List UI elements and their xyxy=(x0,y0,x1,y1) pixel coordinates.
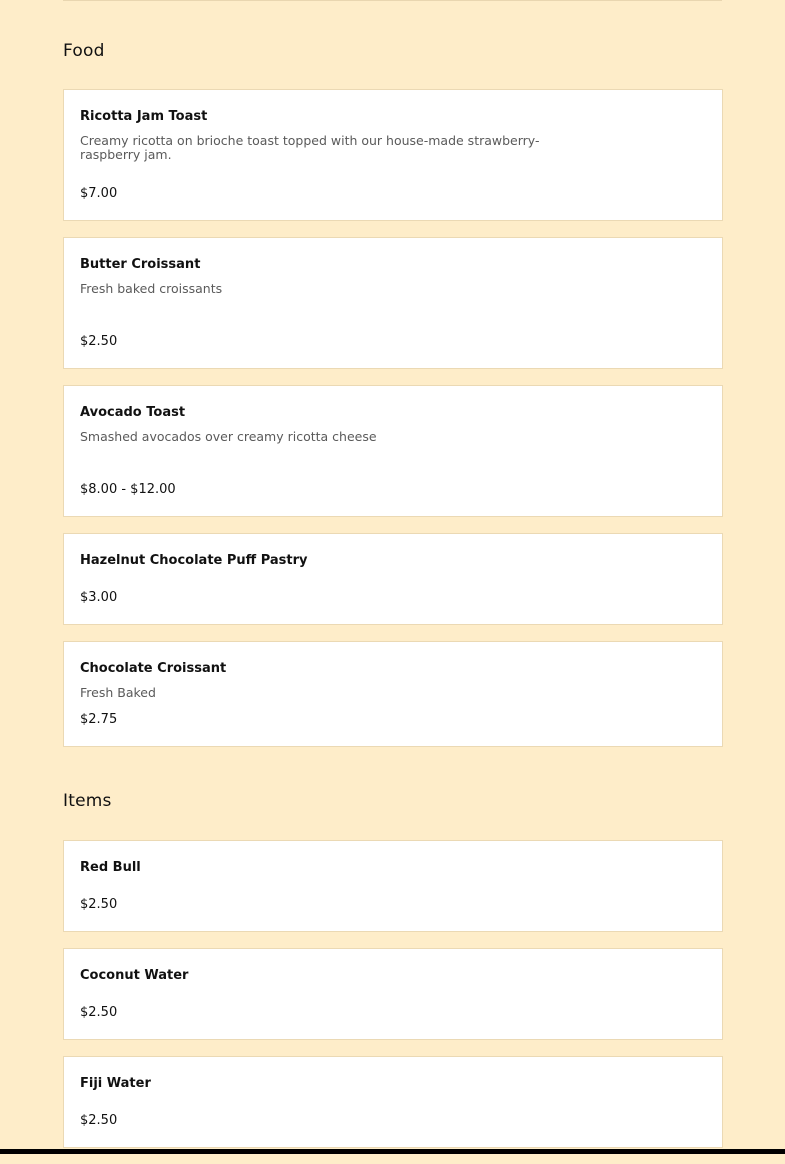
menu-item-card[interactable] xyxy=(63,840,723,932)
menu-item-card[interactable] xyxy=(63,237,723,369)
item-description: Creamy ricotta on brioche toast topped with our house-made strawberry-raspberry jam. xyxy=(80,133,540,162)
menu-item-card[interactable] xyxy=(63,385,723,517)
bottom-bar xyxy=(0,1149,785,1154)
item-name: Coconut Water xyxy=(80,968,189,983)
item-name: Fiji Water xyxy=(80,1076,151,1091)
section-title: Items xyxy=(63,791,112,811)
menu xyxy=(63,0,723,1164)
item-name: Avocado Toast xyxy=(80,405,186,420)
item-name: Chocolate Croissant xyxy=(80,661,227,676)
menu-item-card[interactable] xyxy=(63,948,723,1040)
item-description: Fresh baked croissants xyxy=(80,281,223,296)
section-title: Food xyxy=(63,41,105,61)
menu-item-card[interactable] xyxy=(63,533,723,625)
item-price: $2.50 xyxy=(80,1005,118,1020)
item-description: Fresh Baked xyxy=(80,685,156,700)
item-name: Ricotta Jam Toast xyxy=(80,109,208,124)
menu-item-card[interactable] xyxy=(63,89,723,221)
menu-item-card[interactable] xyxy=(63,641,723,747)
item-price: $2.50 xyxy=(80,1113,118,1128)
item-name: Red Bull xyxy=(80,860,141,875)
item-price: $7.00 xyxy=(80,186,118,201)
item-name: Butter Croissant xyxy=(80,257,201,272)
item-price: $2.50 xyxy=(80,334,118,349)
item-price: $8.00 - $12.00 xyxy=(80,482,176,497)
menu-section-items xyxy=(63,791,723,1148)
item-price: $2.75 xyxy=(80,712,118,727)
item-price: $3.00 xyxy=(80,590,118,605)
menu-section-food xyxy=(63,41,723,747)
item-price: $2.50 xyxy=(80,897,118,912)
item-name: Hazelnut Chocolate Puff Pastry xyxy=(80,553,308,568)
menu-item-card[interactable] xyxy=(63,1056,723,1148)
item-description: Smashed avocados over creamy ricotta cheese xyxy=(80,429,377,444)
